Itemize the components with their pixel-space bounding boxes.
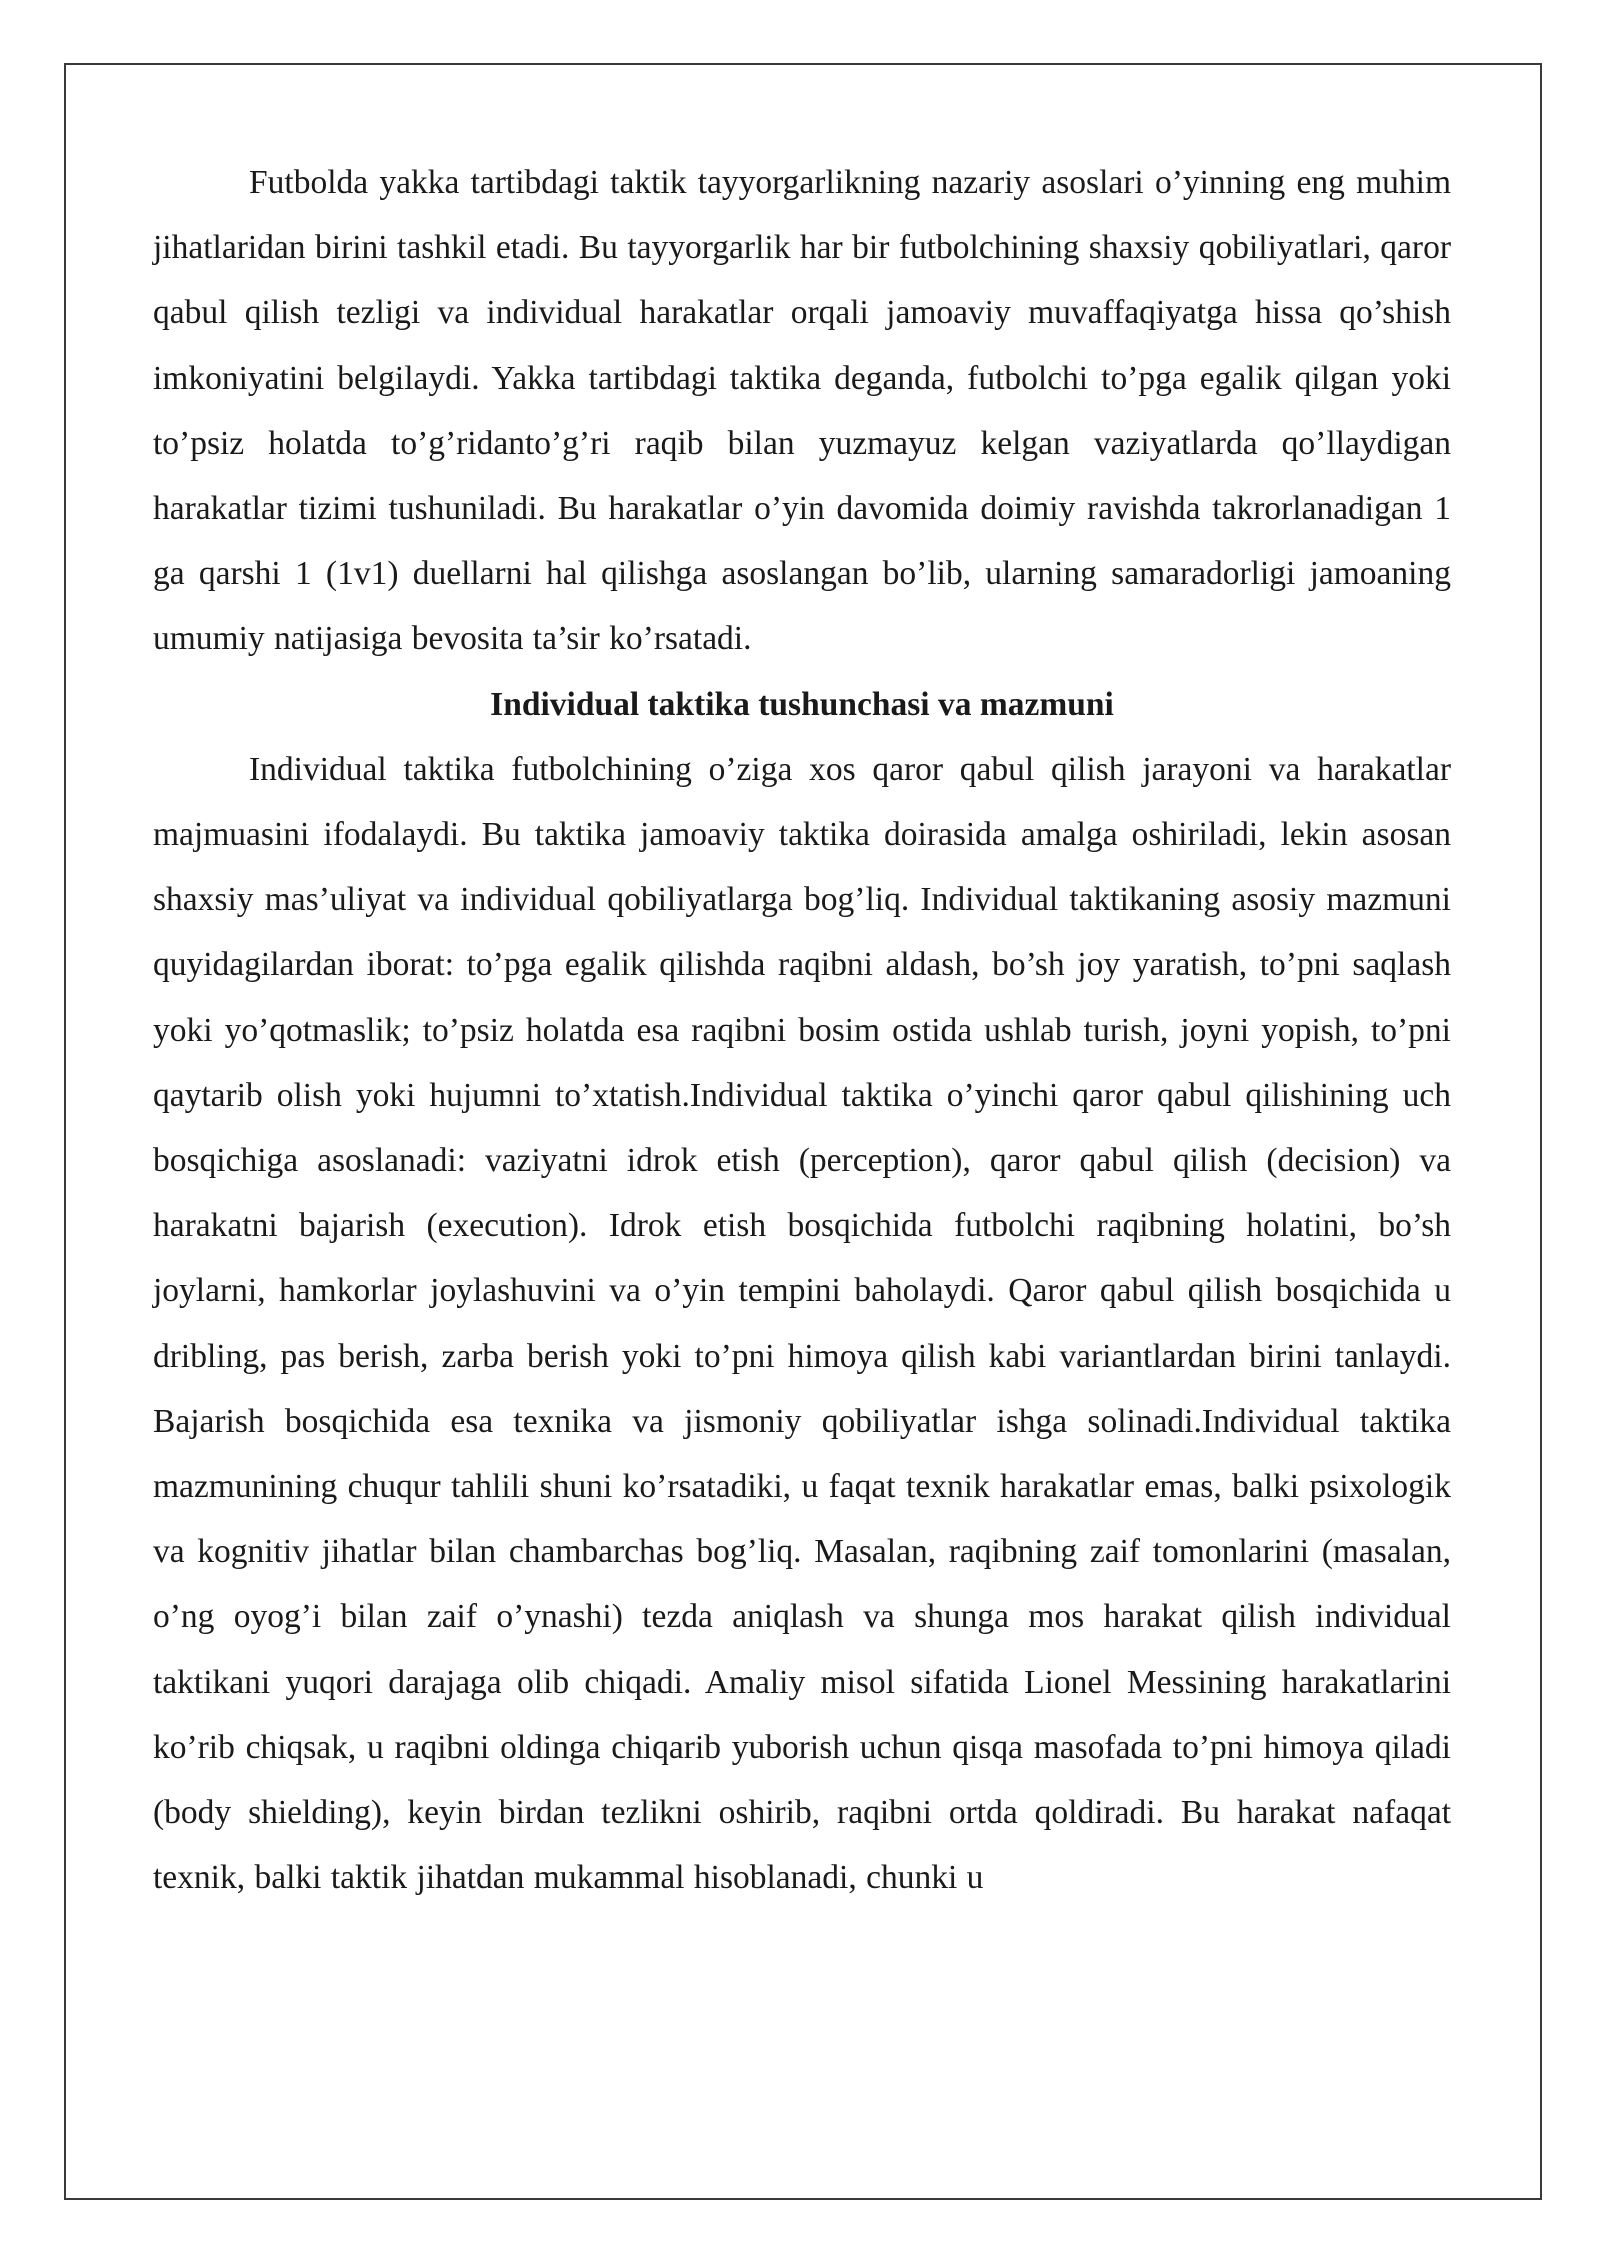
section-paragraph: Individual taktika futbolchining o’ziga xos qaror qabul qilish jarayoni va harakatlar majmuasini ifodalaydi. Bu taktika jamoaviy taktika doirasida amalga oshiriladi, lekin asosan shaxsiy mas’uliyat va individual qobiliyatlarga bog’liq. Individual taktikaning asosiy mazmuni quyidagilardan iborat: to’pga egalik qilishda raqibni aldash, bo’sh joy yaratish, to’pni saqlash yoki yo’qotmaslik; to’psiz holatda esa raqibni bosim ostida ushlab turish, joyni yopish, to’pni qaytarib olish yoki hujumni to’xtatish.Individual taktika o’yinchi qaror qabul qilishining uch bosqichiga asoslanadi: vaziyatni idrok etish (perception), qaror qabul qilish (decision) va harakatni bajarish (execution). Idrok etish bosqichida futbolchi raqibning holatini, bo’sh joylarni, hamkorlar joylashuvini va o’yin tempini baholaydi. Qaror qabul qilish bosqichida u dribling, pas berish, zarba berish yoki to’pni himoya qilish kabi variantlardan birini tanlaydi. Bajarish bosqichida esa texnika va jismoniy qobiliyatlar ishga solinadi.Individual taktika mazmunining chuqur tahlili shuni ko’rsatadiki, u faqat texnik harakatlar emas, balki psixologik va kognitiv jihatlar bilan chambarchas bog’liq. Masalan, raqibning zaif tomonlarini (masalan, o’ng oyog’i bilan zaif o’ynashi) tezda aniqlash va shunga mos harakat qilish individual taktikani yuqori darajaga olib chiqadi. Amaliy misol sifatida Lionel Messining harakatlarini ko’rib chiqsak, u raqibni oldinga chiqarib yuborish uchun qisqa masofada to’pni himoya qiladi (body shielding), keyin birdan tezlikni oshirib, raqibni ortda qoldiradi. Bu harakat nafaqat texnik, balki taktik jihatdan mukammal hisoblanadi, chunki u [153,750,1451,1897]
document-body [153,150,1451,1910]
section-heading: Individual taktika tushunchasi va mazmuni [490,685,1114,723]
intro-paragraph: Futbolda yakka tartibdagi taktik tayyorgarlikning nazariy asoslari o’yinning eng muhim jihatlaridan birini tashkil etadi. Bu tayyorgarlik har bir futbolchining shaxsiy qobiliyatlari, qaror qabul qilish tezligi va individual harakatlar orqali jamoaviy muvaffaqiyatga hissa qo’shish imkoniyatini belgilaydi. Yakka tartibdagi taktika deganda, futbolchi to’pga egalik qilgan yoki to’psiz holatda to’g’ridanto’g’ri raqib bilan yuzmayuz kelgan vaziyatlarda qo’llaydigan harakatlar tizimi tushuniladi. Bu harakatlar o’yin davomida doimiy ravishda takrorlanadigan 1 ga qarshi 1 (1v1) duellarni hal qilishga asoslangan bo’lib, ularning samaradorligi jamoaning umumiy natijasiga bevosita ta’sir ko’rsatadi. [153,164,1451,658]
